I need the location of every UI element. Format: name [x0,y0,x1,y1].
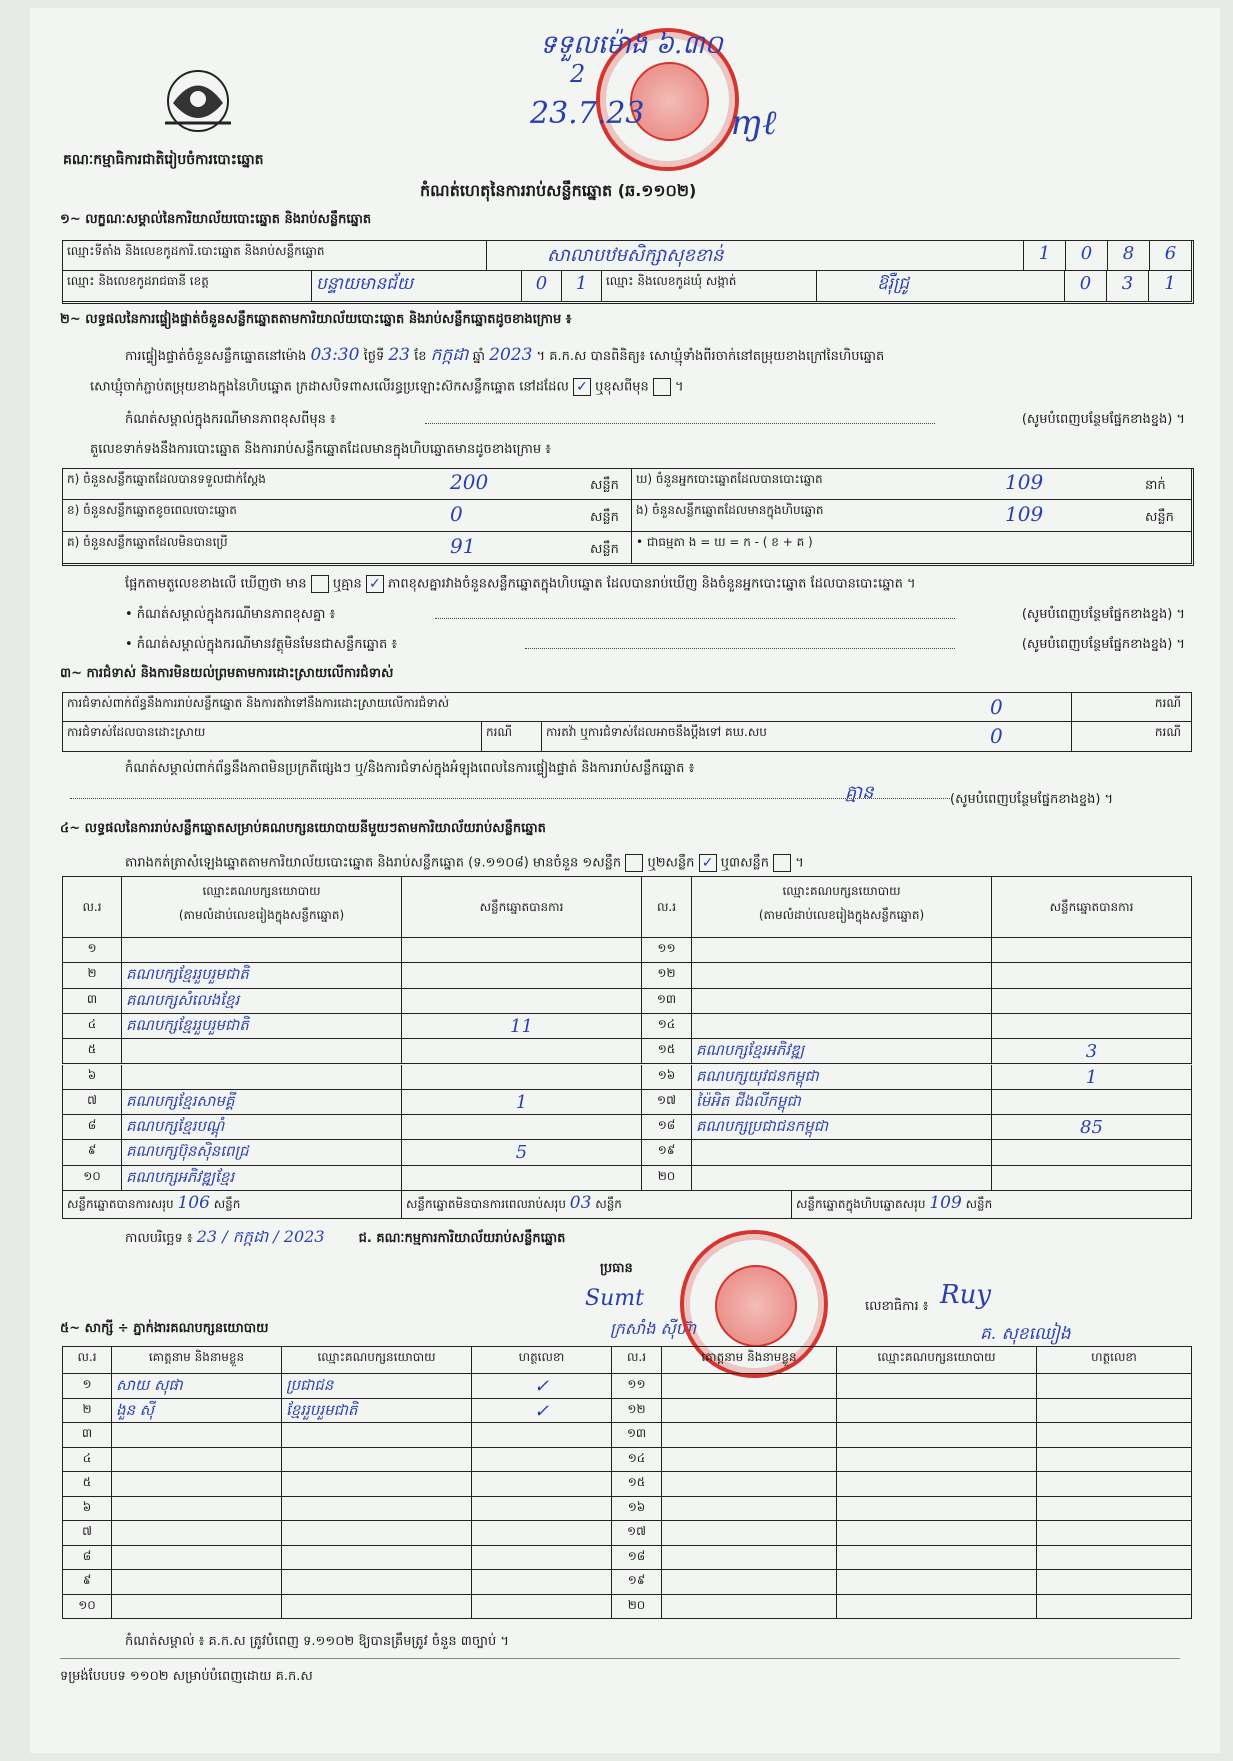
s4-col-votes: សន្លឹកឆ្នោតបានការ [402,876,642,938]
s2-row-left-value: 0 [450,502,463,526]
witness-name [662,1595,837,1620]
party-votes: 5 [402,1140,642,1165]
witness-party [837,1570,1037,1595]
table-row: ១៤ [612,1448,662,1473]
witness-party [282,1521,472,1546]
party-votes [992,1014,1192,1039]
s1-comm-code-2: 3 [1107,271,1149,302]
witness-name [662,1570,837,1595]
witness-signature [472,1595,612,1620]
party-name: គណបក្សខ្មែរសាមគ្គី [122,1090,402,1115]
witness-signature [472,1497,612,1522]
party-votes [992,1140,1192,1165]
s2-after: ផ្អែកតាមតួលេខខាងលើ ឃើញថា មាន ឬគ្មាន ✓ ភាពខុសគ្នារវាងចំនួនសន្លឹកឆ្នោតក្នុងហិបឆ្នោត ដែលបានរាប់ឃើញ និងចំនួនអ្នកបោះឆ្នោត ដែលបានបោះឆ្នោត ។ [125,576,916,592]
table-row: ១០ [62,1595,112,1620]
s1-code-1: 1 [1024,240,1066,271]
secretary-label: លេខាធិការ ៖ [865,1299,929,1314]
footer-note: ទម្រង់បែបបទ ១១០២ សម្រាប់បំពេញដោយ គ.ក.ស [60,1669,313,1684]
s2-line1: ការផ្ទៀងផ្ទាត់ចំនួនសន្លឹកឆ្នោតនៅម៉ោង 03:30 ថ្ងៃទី 23 ខែ កក្កដា ឆ្នាំ 2023 ។ គ.ក.ស បានពិនិត្យ៖ សោឃ្មុំទាំងពីរចាក់នៅតម្រុយខាងក្រៅនៃហិបឆ្នោត [125,345,885,365]
table-row: ៨ [62,1115,122,1140]
s1-row2-label: ឈ្មោះ និងលេខកូដរាជធានី ខេត្ត [62,271,312,302]
witness-party [282,1595,472,1620]
s1-comm-code-1: 0 [1065,271,1107,302]
s4-inbox: សន្លឹកឆ្នោតក្នុងហិបឆ្នោតសរុប 109 សន្លឹក [792,1191,1192,1219]
table-row: ៧ [62,1090,122,1115]
chair-signature: Sumt [585,1286,644,1311]
witness-party [282,1448,472,1473]
witness-party [282,1546,472,1571]
table-row: ៥ [62,1039,122,1064]
s3-row1-unit: ករណី [1072,692,1192,722]
s2-day: 23 [388,345,410,365]
chair-name: ក្រសាំង ស៊ីហ៊ា [610,1319,697,1338]
s1-commune-value: ឱរ៉ឺជ្រូ [817,271,1065,302]
witness-party [837,1595,1037,1620]
witness-signature [1037,1595,1192,1620]
table-row: ១៩ [612,1570,662,1595]
witness-name [112,1423,282,1448]
witness-signature [1037,1448,1192,1473]
secretary-name: គ. សុខឈៀង [980,1324,1071,1344]
s4-col-no: ល.រ [62,876,122,938]
s4-date: កាលបរិច្ឆេទ ៖ 23 / កក្កដា / 2023 ជ. គណៈកម្មការការិយាល័យរាប់សន្លឹកឆ្នោត [125,1227,566,1246]
table-row: ១៤ [642,1014,692,1039]
receipt-num: 2 [570,60,586,88]
witness-signature [1037,1423,1192,1448]
table-row: ៧ [62,1521,112,1546]
s5-header: ល.រ [62,1346,112,1374]
witness-signature [472,1521,612,1546]
party-name [122,938,402,963]
witness-party [837,1472,1037,1497]
witness-party: ប្រជាជន [282,1374,472,1399]
witness-signature: ✓ [472,1374,612,1399]
table-row: ២០ [642,1166,692,1191]
s5-header: ល.រ [612,1346,662,1374]
two-sheets-checkbox[interactable]: ✓ [699,854,717,872]
emblem-icon [155,63,241,139]
table-row: ៩ [62,1140,122,1165]
party-name [692,1166,992,1191]
party-votes: 1 [992,1065,1192,1090]
s1-row2-value: បន្ទាយមានជ័យ [312,271,522,302]
party-votes [992,963,1192,988]
witness-signature [1037,1497,1192,1522]
witness-signature [472,1448,612,1473]
witness-name [662,1472,837,1497]
s1-comm-code-3: 1 [1149,271,1192,302]
table-row: ១៩ [642,1140,692,1165]
party-votes [402,1065,642,1090]
s3-row1-value: 0 [910,692,1072,722]
s2-year: 2023 [489,345,533,365]
section1-heading: ១~ លក្ខណៈសម្គាល់នៃការិយាល័យបោះឆ្នោត និងរាប់សន្លឹកឆ្នោត [60,212,372,227]
chair-label: ប្រធាន [600,1261,633,1276]
witness-party [837,1497,1037,1522]
s5-header: ហត្ថលេខា [472,1346,612,1374]
s5-header: ហត្ថលេខា [1037,1346,1192,1374]
table-row: ៣ [62,1423,112,1448]
s5-header: គោត្តនាម និងនាមខ្លួន [662,1346,837,1374]
party-votes [992,938,1192,963]
witness-name [112,1521,282,1546]
s1-code-2: 0 [1066,240,1108,271]
witness-name [662,1399,837,1424]
party-name: គណបក្សខ្មែរបណ្ដុំ [122,1115,402,1140]
witness-signature [1037,1472,1192,1497]
three-sheets-checkbox[interactable] [773,854,791,872]
party-name [122,1039,402,1064]
party-name [692,1140,992,1165]
table-row: ១២ [612,1399,662,1424]
witness-party [282,1497,472,1522]
s2-line4: តួលេខទាក់ទងនឹងការបោះឆ្នោត និងការរាប់សន្លឹកឆ្នោតដែលមានក្នុងហិបឆ្នោតមានដូចខាងក្រោម ៖ [90,442,551,457]
witness-party [837,1374,1037,1399]
party-votes [992,1166,1192,1191]
party-votes [402,989,642,1014]
has-diff-checkbox[interactable] [311,575,329,593]
unchanged-checkbox[interactable]: ✓ [573,378,591,396]
changed-checkbox[interactable] [653,378,671,396]
s2-row-left-unit: សន្លឹក [590,510,619,525]
witness-name [662,1497,837,1522]
table-row: ១៦ [642,1065,692,1090]
witness-name [662,1423,837,1448]
s4-intro: តារាងកត់ត្រាសំឡេងឆ្នោតតាមការិយាល័យបោះឆ្នោត និងរាប់សន្លឹកឆ្នោត (ទ.១១០៨) មានចំនួន ១សន្លឹក ឬ២សន្លឹក ✓ ឬ៣សន្លឹក ។ [125,855,804,871]
table-row: ១៧ [612,1521,662,1546]
table-row: ៩ [62,1570,112,1595]
party-name: គណបក្សខ្មែរអភិវឌ្ឍ [692,1039,992,1064]
party-name: ម៉ៃអិត ជីងលីកម្ពុជា [692,1090,992,1115]
witness-party [837,1521,1037,1546]
party-name: គណបក្សប៊ុនស៊ិនពេជ្រ [122,1140,402,1165]
witness-name: សាយ សុផា [112,1374,282,1399]
s2-row-right: ឃ) ចំនួនអ្នកបោះឆ្នោតដែលបានបោះឆ្នោត [632,468,1192,500]
table-row: ១១ [642,938,692,963]
s3-note-value: គ្មាន [845,782,874,803]
witness-name [662,1546,837,1571]
party-votes [992,989,1192,1014]
s5-header: គោត្តនាម និងនាមខ្លួន [112,1346,282,1374]
party-votes [992,1090,1192,1115]
s3-row1-label: ការជំទាស់ពាក់ព័ន្ធនឹងការរាប់សន្លឹកឆ្នោត និងការតវ៉ាទៅនឹងការដោះស្រាយលើការជំទាស់ [62,692,1072,722]
table-row: ២ [62,963,122,988]
witness-party [837,1448,1037,1473]
s4-col-party: ឈ្មោះគណបក្សនយោបាយ (តាមលំដាប់លេខរៀងក្នុងសន្លឹកឆ្នោត) [122,876,402,938]
section5-heading: ៥~ សាក្សី ÷ ភ្នាក់ងារគណបក្សនយោបាយ [60,1321,269,1336]
section4-heading: ៤~ លទ្ធផលនៃការរាប់សន្លឹកឆ្នោតសម្រាប់គណបក្សនយោបាយនីមួយៗតាមការិយាល័យរាប់សន្លឹកឆ្នោត [60,821,546,836]
table-row: ១៥ [612,1472,662,1497]
s2-row-right: ង) ចំនួនសន្លឹកឆ្នោតដែលមានក្នុងហិបឆ្នោត [632,500,1192,532]
witness-party [837,1423,1037,1448]
party-name: គណបក្សអភិវឌ្ឍខ្មែរ [122,1166,402,1191]
party-name [122,1065,402,1090]
s1-prov-code-1: 0 [522,271,562,302]
s4-total: សន្លឹកឆ្នោតបានការសរុប 106 សន្លឹក [62,1191,402,1219]
party-name [692,938,992,963]
table-row: ១៣ [642,989,692,1014]
s1-row1-value: សាលាបឋមសិក្សាសុខខាន់ [487,240,1024,271]
witness-signature [1037,1570,1192,1595]
witness-name [112,1546,282,1571]
receipt-note: ទទួលម៉ោង ៦.៣០ [540,30,723,60]
s4-col-party: ឈ្មោះគណបក្សនយោបាយ (តាមលំដាប់លេខរៀងក្នុងសន្លឹកឆ្នោត) [692,876,992,938]
s2-note-b: • កំណត់សម្គាល់ក្នុងករណីមានវត្ថុមិនមែនជាសន្លឹកឆ្នោត ៖ (សូមបំពេញបន្ថែមផ្នែកខាងខ្នង) ។ [125,637,1185,652]
party-votes [402,938,642,963]
s2-month: កក្កដា [430,345,469,365]
s4-col-no: ល.រ [642,876,692,938]
footer-divider [60,1658,1180,1659]
table-row: ២ [62,1399,112,1424]
s2-row-right-unit: សន្លឹក [1145,510,1174,525]
section2-heading: ២~ លទ្ធផលនៃការផ្ទៀងផ្ទាត់ចំនួនសន្លឹកឆ្នោតតាមការិយាល័យបោះឆ្នោត និងរាប់សន្លឹកឆ្នោតដូចខាងក្រោម ៖ [60,312,572,327]
s1-commune-label: ឈ្មោះ និងលេខកូដឃុំ សង្កាត់ [602,271,817,302]
table-row: ៤ [62,1014,122,1039]
party-votes [402,1115,642,1140]
witness-name [662,1521,837,1546]
party-votes: 11 [402,1014,642,1039]
s2-row-left-value: 200 [450,470,489,494]
party-name: គណបក្សយុវជនកម្ពុជា [692,1065,992,1090]
s2-line2: សោឃ្មុំចាក់ភ្ជាប់តម្រុយខាងក្នុងនៃហិបឆ្នោត ក្រដាសបិទពាសលើរន្ធប្រឡោះស៊កសន្លឹកឆ្នោត នៅដដែល ✓ ឬខុសពីមុន ។ [90,379,684,395]
table-row: ៦ [62,1497,112,1522]
committee-name: គណៈកម្មាធិការជាតិរៀបចំការបោះឆ្នោត [63,152,264,168]
party-name [692,1014,992,1039]
s1-prov-code-2: 1 [562,271,602,302]
witness-signature [472,1472,612,1497]
witness-signature [1037,1521,1192,1546]
party-votes [402,1166,642,1191]
s3-row2-unit2: ករណី [1072,722,1192,752]
table-row: ១៣ [612,1423,662,1448]
s2-row-right-value: 109 [1005,502,1044,526]
s2-line3: កំណត់សម្គាល់ក្នុងករណីមានភាពខុសពីមុន ៖ (សូមបំពេញបន្ថែមផ្នែកខាងខ្នង) ។ [125,412,1185,427]
s5-header: ឈ្មោះគណបក្សនយោបាយ [837,1346,1037,1374]
party-name: គណបក្សខ្មែររួបរួមជាតិ [122,1014,402,1039]
no-diff-checkbox[interactable]: ✓ [366,575,384,593]
witness-party [282,1423,472,1448]
s2-row-right: • ជាធម្មតា ង = ឃ = ក - ( ខ + គ ) [632,532,1192,564]
party-name: គណបក្សខ្មែររួបរួមជាតិ [122,963,402,988]
table-row: ១ [62,938,122,963]
form-page [30,8,1220,1753]
party-name: គណបក្សប្រជាជនកម្ពុជា [692,1115,992,1140]
witness-party [837,1546,1037,1571]
s2-row-left-unit: សន្លឹក [590,478,619,493]
table-row: ១៥ [642,1039,692,1064]
receipt-date: 23.7.23 [530,96,645,131]
s2-row-left: គ) ចំនួនសន្លឹកឆ្នោតដែលមិនបានប្រើ [62,532,632,564]
table-row: ១៨ [642,1115,692,1140]
table-row: ៥ [62,1472,112,1497]
s3-row2-label: ការជំទាស់ដែលបានដោះស្រាយ [62,722,482,752]
table-row: ៨ [62,1546,112,1571]
s1-code-4: 6 [1150,240,1192,271]
section3-heading: ៣~ ការជំទាស់ និងការមិនយល់ព្រមតាមការដោះស្រាយលើការជំទាស់ [60,666,394,681]
receipt-signature: ɱℓ [730,103,777,143]
table-row: ១៦ [612,1497,662,1522]
witness-name [112,1570,282,1595]
s2-row-right-unit: នាក់ [1145,478,1166,493]
party-votes: 85 [992,1115,1192,1140]
s2-row-left-unit: សន្លឹក [590,542,619,557]
party-name [692,963,992,988]
party-name [692,989,992,1014]
party-name: គណបក្សសំលេងខ្មែរ [122,989,402,1014]
party-votes: 1 [402,1090,642,1115]
witness-signature [472,1570,612,1595]
s4-invalid: សន្លឹកឆ្នោតមិនបានការពេលរាប់សរុប 03 សន្លឹក [402,1191,792,1219]
s3-row2-value: 0 [910,722,1072,752]
table-row: ៦ [62,1065,122,1090]
witness-name [112,1472,282,1497]
witness-party [837,1399,1037,1424]
witness-name [112,1448,282,1473]
s4-col-votes: សន្លឹកឆ្នោតបានការ [992,876,1192,938]
secretary-signature: Ruy [940,1280,992,1310]
s5-header: ឈ្មោះគណបក្សនយោបាយ [282,1346,472,1374]
s2-row-left: ក) ចំនួនសន្លឹកឆ្នោតដែលបានទទួលជាក់ស្តែង [62,468,632,500]
s3-row2-mid: ការតវ៉ា ឬការជំទាស់ដែលអាចនឹងប្តឹងទៅ គឃ.សប [542,722,1072,752]
table-row: ១១ [612,1374,662,1399]
party-votes [402,963,642,988]
witness-signature [472,1423,612,1448]
witness-name [112,1497,282,1522]
party-votes: 3 [992,1039,1192,1064]
witness-party [282,1570,472,1595]
witness-party [282,1472,472,1497]
s2-row-left: ខ) ចំនួនសន្លឹកឆ្នោតខូចពេលបោះឆ្នោត [62,500,632,532]
witness-signature: ✓ [472,1399,612,1424]
s2-row-right-value: 109 [1005,470,1044,494]
witness-name [662,1374,837,1399]
table-row: ៣ [62,989,122,1014]
s2-row-left-value: 91 [450,534,476,558]
s3-note: កំណត់សម្គាល់ពាក់ព័ន្ធនឹងភាពមិនប្រក្រតីផ្សេងៗ ឬ/និងការជំទាស់ក្នុងអំឡុងពេលនៃការផ្ទៀងផ្ទាត់ និងការរាប់សន្លឹកឆ្នោត ៖ [125,761,695,776]
table-row: ១៨ [612,1546,662,1571]
table-row: ១៧ [642,1090,692,1115]
s1-row1-label: ឈ្មោះទីតាំង និងលេខកូដការិ.បោះឆ្នោត និងរាប់សន្លឹកឆ្នោត [62,240,487,271]
s3-note-line [70,798,950,799]
table-row: ៤ [62,1448,112,1473]
witness-name [662,1448,837,1473]
s3-row2-unit: ករណី [482,722,542,752]
witness-name [112,1595,282,1620]
table-row: ១០ [62,1166,122,1191]
s2-time: 03:30 [310,345,360,365]
form-title: កំណត់ហេតុនៃការរាប់សន្លឹកឆ្នោត (ឆ.១១០២) [420,181,697,200]
table-row: ២០ [612,1595,662,1620]
witness-signature [1037,1374,1192,1399]
table-row: ១ [62,1374,112,1399]
s5-footnote: កំណត់សម្គាល់ ៖ គ.ក.ស ត្រូវបំពេញ ទ.១១០២ ឱ្យបានត្រឹមត្រូវ ចំនួន ៣ច្បាប់ ។ [125,1634,509,1649]
witness-signature [472,1546,612,1571]
s4-date-value: 23 / កក្កដា / 2023 [196,1227,325,1246]
party-votes [402,1039,642,1064]
one-sheet-checkbox[interactable] [625,854,643,872]
s2-note-a: • កំណត់សម្គាល់ក្នុងករណីមានភាពខុសគ្នា ៖ (សូមបំពេញបន្ថែមផ្នែកខាងខ្នង) ។ [125,607,1185,622]
s1-code-3: 8 [1108,240,1150,271]
witness-party: ខ្មែររួបរួមជាតិ [282,1399,472,1424]
witness-signature [1037,1399,1192,1424]
witness-signature [1037,1546,1192,1571]
witness-name: ងួន ស៊ី [112,1399,282,1424]
s3-fill-note: (សូមបំពេញបន្ថែមផ្នែកខាងខ្នង) ។ [950,792,1114,807]
table-row: ១២ [642,963,692,988]
